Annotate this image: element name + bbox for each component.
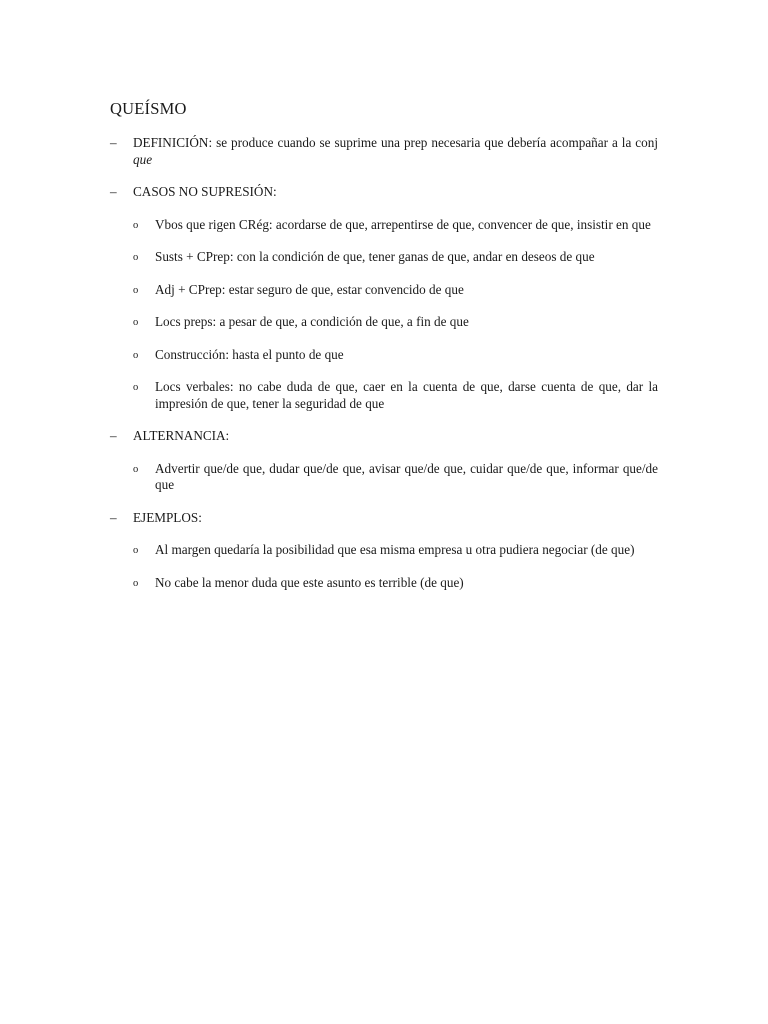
dash-bullet: –: [110, 135, 117, 150]
page-title: QUEÍSMO: [110, 99, 187, 118]
definicion-body: DEFINICIÓN: se produce cuando se suprime una prep necesaria que debería acompañar a la conj: [133, 135, 658, 150]
list-item: [110, 314, 658, 331]
list-item: [110, 575, 658, 592]
list-item-text: Al margen quedaría la posibilidad que esa misma empresa u otra pudiera negociar (de que): [155, 542, 635, 557]
circle-bullet: o: [133, 284, 139, 296]
list-item: [110, 542, 658, 559]
dash-bullet: –: [110, 428, 117, 443]
list-item: [110, 249, 658, 266]
ejemplos-heading: EJEMPLOS:: [133, 509, 202, 525]
section-alternancia-heading: [110, 428, 658, 445]
definicion-text: [133, 135, 658, 167]
alternancia-list: [110, 461, 658, 494]
dash-bullet: –: [110, 509, 117, 525]
circle-bullet: o: [133, 349, 139, 361]
list-item-text: Locs verbales: no cabe duda de que, caer en la cuenta de que, darse cuenta de que, dar la impresión de que, tener la seguridad de que: [155, 379, 658, 411]
circle-bullet: o: [133, 545, 139, 556]
list-item: [110, 379, 658, 412]
ejemplos-list: [110, 542, 658, 591]
list-item-text: Construcción: hasta el punto de que: [155, 346, 344, 362]
definicion-emphasis: que: [133, 151, 153, 167]
section-casos-heading: [110, 184, 658, 201]
circle-bullet: o: [133, 317, 139, 328]
list-item-text: Vbos que rigen CRég: acordarse de que, arrepentirse de que, convencer de que, insistir en que: [155, 216, 651, 232]
circle-bullet: o: [133, 252, 139, 263]
circle-bullet: o: [133, 463, 139, 475]
list-item-text: Advertir que/de que, dudar que/de que, avisar que/de que, cuidar que/de que, informar que/de que: [155, 460, 658, 492]
list-item: [110, 282, 658, 299]
list-item: [110, 461, 658, 494]
section-definicion: [110, 135, 658, 168]
casos-heading: CASOS NO SUPRESIÓN:: [133, 184, 277, 199]
circle-bullet: o: [133, 382, 139, 393]
list-item-text: No cabe la menor duda que este asunto es terrible (de que): [155, 574, 464, 590]
dash-bullet: –: [110, 184, 117, 199]
list-item-text: Adj + CPrep: estar seguro de que, estar convencido de que: [155, 281, 464, 297]
circle-bullet: o: [133, 577, 139, 589]
circle-bullet: o: [133, 219, 139, 231]
list-item: [110, 217, 658, 234]
document-content: [110, 99, 658, 607]
list-item-text: Locs preps: a pesar de que, a condición de que, a fin de que: [155, 314, 469, 329]
alternancia-heading: ALTERNANCIA:: [133, 428, 230, 443]
list-item: [110, 347, 658, 364]
list-item-text: Susts + CPrep: con la condición de que, tener ganas de que, andar en deseos de que: [155, 249, 595, 264]
section-ejemplos-heading: [110, 510, 658, 527]
casos-list: [110, 217, 658, 413]
